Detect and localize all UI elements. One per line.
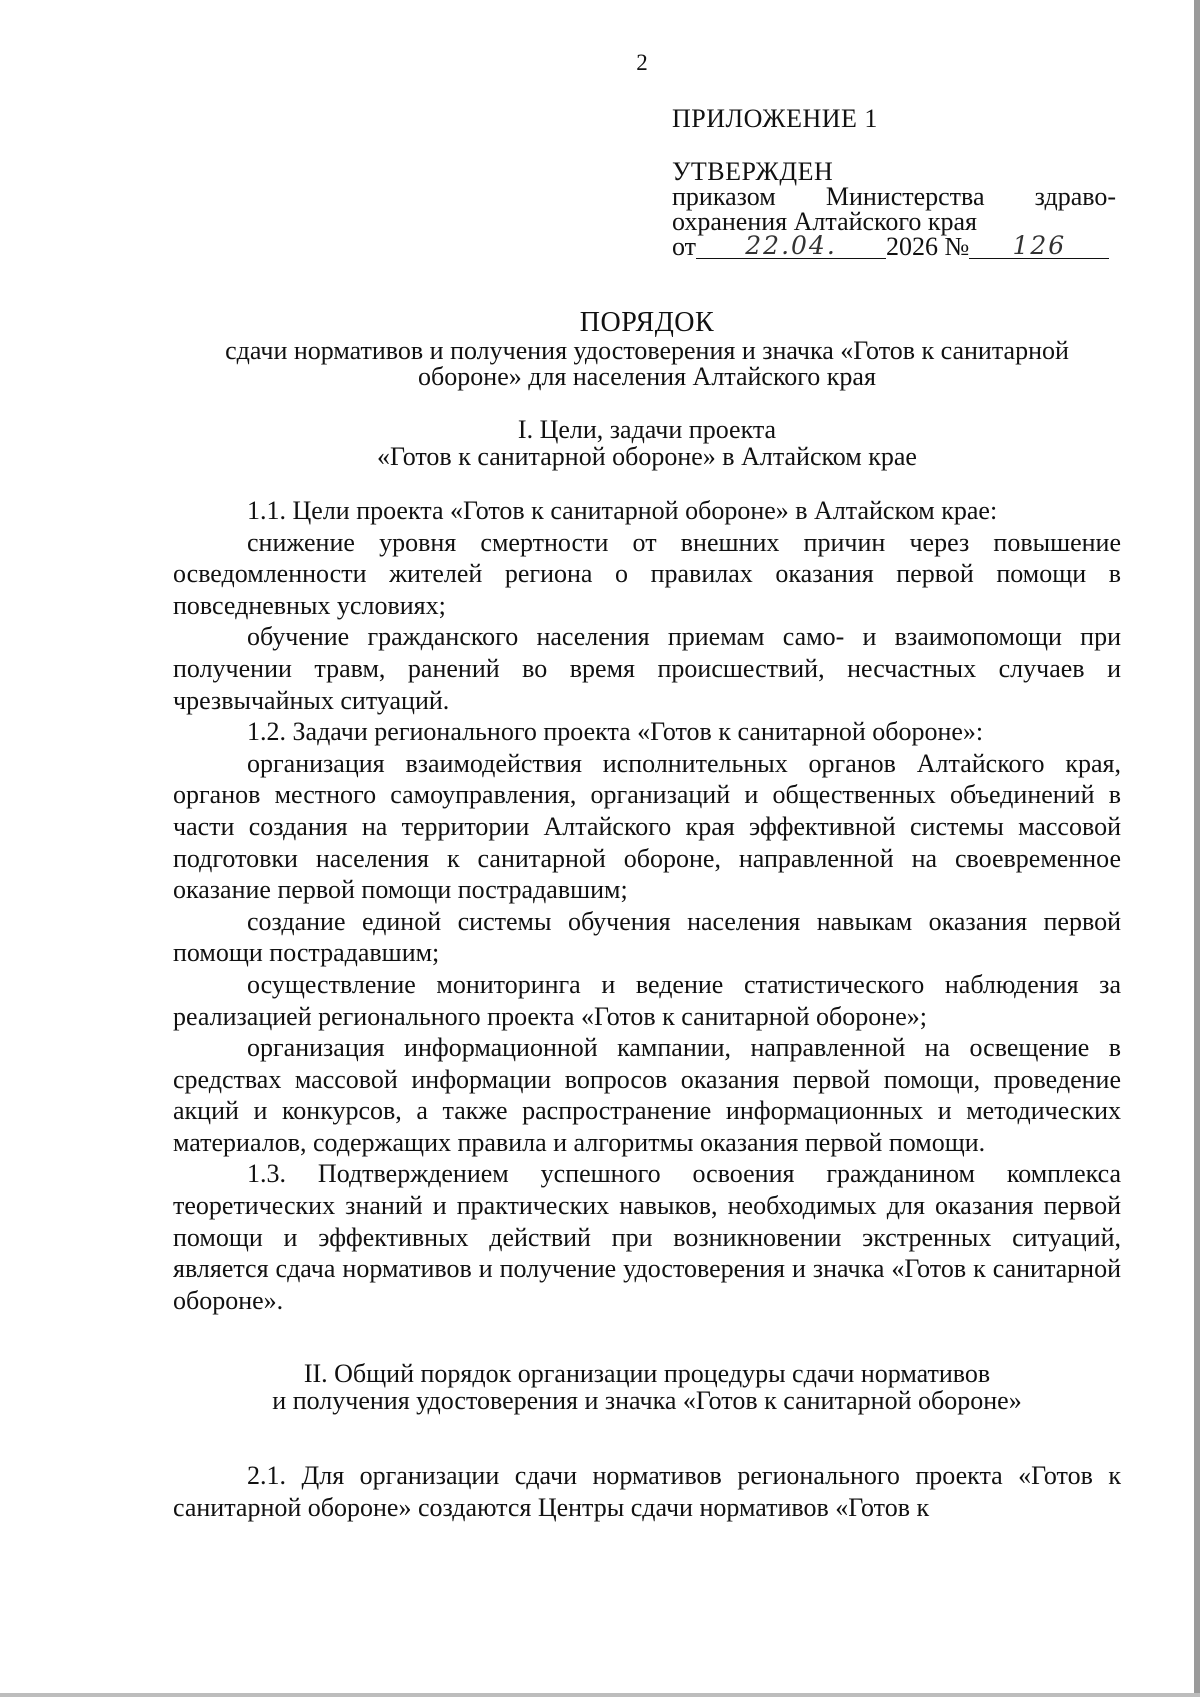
section-2-line-2: и получения удостоверения и значка «Готов к санитарной обороне» <box>272 1386 1022 1416</box>
section-1-heading <box>173 416 1121 470</box>
paragraph-task-3: осуществление мониторинга и ведение статистического наблюдения за реализацией регионального проекта «Готов к санитарной обороне»; <box>173 969 1121 1031</box>
order-line-2: охранения Алтайского края <box>672 207 978 236</box>
section-1-line-2: «Готов к санитарной обороне» в Алтайском крае <box>377 442 917 471</box>
document-title: ПОРЯДОК <box>579 307 715 338</box>
section-1-line-1: I. Цели, задачи проекта <box>517 415 777 444</box>
paragraph-goal-1: снижение уровня смертности от внешних причин через повышение осведомленности жителей региона о правилах оказания первой помощи в повседневных условиях; <box>173 527 1121 620</box>
section-2-line-1: II. Общий порядок организации процедуры сдачи нормативов <box>303 1359 991 1389</box>
approved-label: УТВЕРЖДЕН <box>672 157 834 186</box>
paragraph-1-1: 1.1. Цели проекта «Готов к санитарной обороне» в Алтайском крае: <box>247 496 998 525</box>
page-edge <box>1194 0 1200 1697</box>
page-number: 2 <box>636 50 648 75</box>
handwritten-number: 126 <box>969 234 1109 259</box>
paragraph-task-2: создание единой системы обучения населения навыкам оказания первой помощи пострадавшим; <box>173 906 1121 968</box>
paragraph-goal-2: обучение гражданского населения приемам само- и взаимопомощи при получении травм, ранений во время происшествий, несчастных случаев и чрезвычайных ситуаций. <box>173 622 1121 715</box>
approval-block <box>672 106 1116 259</box>
paragraph-task-1: организация взаимодействия исполнительных органов Алтайского края, органов местного самоуправления, организаций и общественных объединений в части создания на территории Алтайского края эффективной системы массовой подготовки населения к санитарной обороне, направленной на своевременное оказание первой помощи пострадавшим; <box>173 748 1121 905</box>
document-body <box>173 308 1121 1524</box>
paragraph-1-3: 1.3. Подтверждением успешного освоения гражданином комплекса теоретических знаний и практических навыков, необходимых для оказания первой помощи и эффективных действий при возникновении экстренных ситуаций, является сдача нормативов и получение удостоверения и значка «Готов к санитарной обороне». <box>173 1159 1121 1315</box>
section-2-heading <box>173 1360 1121 1414</box>
paragraph-1-2: 1.2. Задачи регионального проекта «Готов к санитарной обороне»: <box>247 717 984 747</box>
appendix-title: ПРИЛОЖЕНИЕ 1 <box>672 104 878 133</box>
subtitle-line-1: сдачи нормативов и получения удостоверения и значка «Готов к санитарной <box>225 336 1069 365</box>
from-label: от <box>672 232 697 261</box>
paragraph-2-1: 2.1. Для организации сдачи нормативов регионального проекта «Готов к санитарной обороне» создаются Центры сдачи нормативов «Готов к <box>173 1461 1121 1523</box>
order-date-line <box>672 231 1116 261</box>
order-line-1: приказом Министерства здраво- <box>672 182 1116 211</box>
year-label: 2026 № <box>886 232 970 261</box>
page-edge-bottom <box>0 1693 1200 1697</box>
paragraph-task-4: организация информационной кампании, направленной на освещение в средствах массовой информации вопросов оказания первой помощи, проведение акций и конкурсов, а также распространение информационных и методических материалов, содержащих правила и алгоритмы оказания первой помощи. <box>173 1033 1121 1157</box>
handwritten-date: 22.04. <box>696 234 886 259</box>
subtitle-line-2: обороне» для населения Алтайского края <box>418 362 876 391</box>
